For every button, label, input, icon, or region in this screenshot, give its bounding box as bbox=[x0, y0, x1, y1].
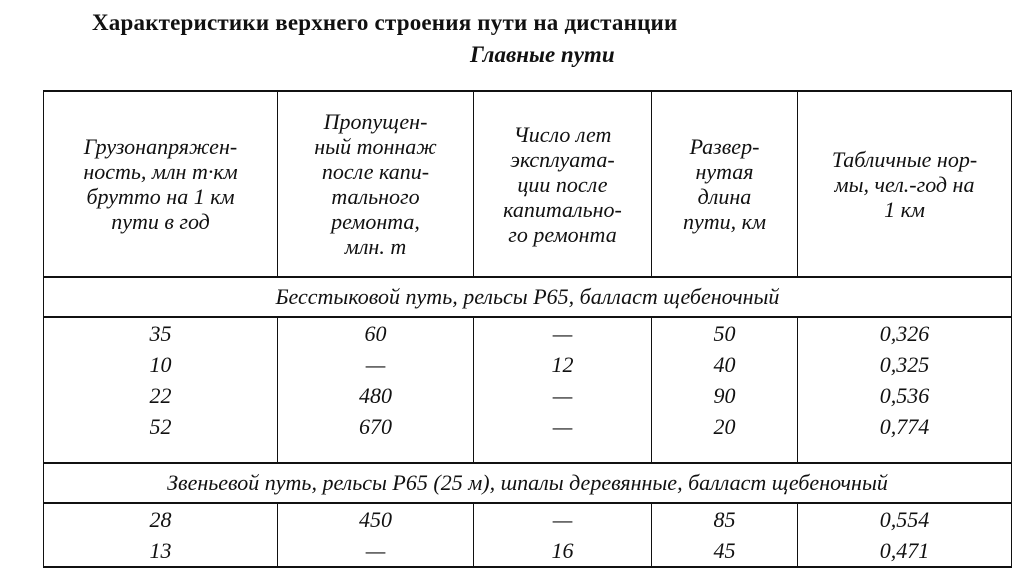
table-cell: 12 bbox=[474, 349, 652, 380]
page-subtitle: Главные пути bbox=[470, 42, 615, 67]
table-cell: 20 bbox=[652, 411, 798, 442]
track-characteristics-table bbox=[43, 90, 1012, 568]
spacer-cell bbox=[652, 442, 798, 463]
table-cell: 45 bbox=[652, 535, 798, 567]
header-line: ремонта, bbox=[331, 209, 420, 234]
header-passed-tonnage bbox=[278, 91, 474, 277]
header-line: эксплуата- bbox=[510, 146, 615, 172]
table-cell: 0,326 bbox=[798, 317, 1012, 349]
spacer-cell bbox=[278, 442, 474, 463]
table-cell: 450 bbox=[278, 503, 474, 535]
table-cell: 28 bbox=[44, 503, 278, 535]
table-cell: 22 bbox=[44, 380, 278, 411]
section-label: Бесстыковой путь, рельсы Р65, балласт щебеночный bbox=[44, 277, 1012, 317]
header-line: ции после bbox=[517, 171, 608, 197]
table-cell: — bbox=[474, 411, 652, 442]
table-cell: 16 bbox=[474, 535, 652, 567]
section-label: Звеньевой путь, рельсы Р65 (25 м), шпалы деревянные, балласт щебеночный bbox=[44, 463, 1012, 503]
table-cell: 480 bbox=[278, 380, 474, 411]
table-cell: 35 bbox=[44, 317, 278, 349]
header-line: Табличные нор- bbox=[831, 146, 978, 172]
table-row bbox=[44, 380, 1012, 411]
table-cell: 60 bbox=[278, 317, 474, 349]
table-cell: 52 bbox=[44, 411, 278, 442]
table-cell: 670 bbox=[278, 411, 474, 442]
spacer-cell bbox=[798, 442, 1012, 463]
table-cell: 85 bbox=[652, 503, 798, 535]
header-row bbox=[44, 91, 1012, 277]
header-line: млн. т bbox=[344, 234, 407, 259]
table-cell: 90 bbox=[652, 380, 798, 411]
header-line: ность, млн т·км bbox=[83, 159, 238, 184]
header-line: Грузонапряжен- bbox=[83, 134, 238, 159]
header-cargo-density bbox=[44, 91, 278, 277]
table-cell: — bbox=[474, 380, 652, 411]
table-cell: 0,325 bbox=[798, 349, 1012, 380]
table-cell: 50 bbox=[652, 317, 798, 349]
table-row bbox=[44, 535, 1012, 567]
header-table-norms bbox=[798, 91, 1012, 277]
table-cell: 40 bbox=[652, 349, 798, 380]
header-line: тального bbox=[331, 184, 420, 209]
table-row bbox=[44, 503, 1012, 535]
header-line: Пропущен- bbox=[323, 109, 428, 134]
header-line: мы, чел.-год на bbox=[834, 171, 975, 197]
spacer-cell bbox=[474, 442, 652, 463]
table-header bbox=[44, 91, 1012, 277]
table-cell: 0,471 bbox=[798, 535, 1012, 567]
header-line: капитально- bbox=[503, 196, 622, 222]
header-line: пути в год bbox=[111, 209, 210, 234]
spacer-row bbox=[44, 442, 1012, 463]
table-cell: 0,774 bbox=[798, 411, 1012, 442]
table-cell: 0,536 bbox=[798, 380, 1012, 411]
table-row bbox=[44, 349, 1012, 380]
header-line: ный тоннаж bbox=[314, 134, 437, 159]
header-line: го ремонта bbox=[508, 221, 617, 247]
table-body bbox=[44, 277, 1012, 567]
table-cell: 13 bbox=[44, 535, 278, 567]
table-cell: — bbox=[278, 535, 474, 567]
header-line: Число лет bbox=[513, 121, 612, 147]
header-years-operation bbox=[474, 91, 652, 277]
table-cell: — bbox=[278, 349, 474, 380]
header-line: пути, км bbox=[683, 209, 766, 234]
table-cell: — bbox=[474, 503, 652, 535]
table-cell: 0,554 bbox=[798, 503, 1012, 535]
table-row bbox=[44, 411, 1012, 442]
section-row bbox=[44, 463, 1012, 503]
header-line: 1 км bbox=[884, 196, 925, 222]
header-line: нутая bbox=[695, 159, 754, 184]
spacer-cell bbox=[44, 442, 278, 463]
table-cell: — bbox=[474, 317, 652, 349]
header-line: Развер- bbox=[689, 134, 760, 159]
header-line: длина bbox=[697, 184, 752, 209]
table-row bbox=[44, 317, 1012, 349]
header-line: брутто на 1 км bbox=[86, 184, 235, 209]
header-track-length bbox=[652, 91, 798, 277]
header-line: после капи- bbox=[321, 159, 430, 184]
table-cell: 10 bbox=[44, 349, 278, 380]
section-row bbox=[44, 277, 1012, 317]
page-title: Характеристики верхнего строения пути на дистанции bbox=[92, 10, 678, 35]
